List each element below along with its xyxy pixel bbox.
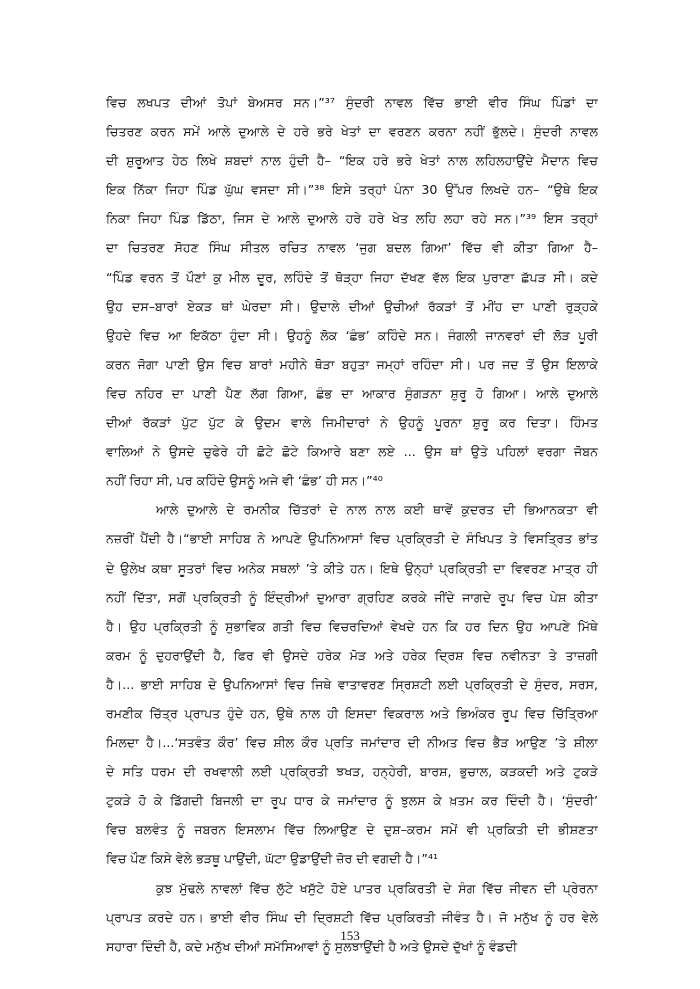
- text-line: ਕੁਝ ਮੁੱਢਲੇ ਨਾਵਲਾਂ ਵਿੱਚ ਲੁੱਟੇ ਖਸੁੱਟੇ ਹੋਏ ਪਾਤਰ ਪ੍ਰਕਿਰਤੀ ਦੇ ਸੰਗ ਵਿੱਚ ਜੀਵਨ ਦੀ ਪ੍ਰੇਰਨਾ: [156, 880, 598, 896]
- text-line: ਨਹੀਂ ਦਿੱਤਾ, ਸਗੋਂ ਪ੍ਰਕ੍ਰਿਤੀ ਨੂੰ ਇੰਦ੍ਰੀਆਂ ਦੁਆਰਾ ਗ੍ਰਹਿਣ ਕਰਕੇ ਜੀਂਦੇ ਜਾਗਦੇ ਰੂਪ ਵਿਚ ਪੇਸ਼ ਕੀਤਾ: [106, 589, 598, 605]
- text-line: ਮਿਲਦਾ ਹੈ।...‘ਸਤਵੰਤ ਕੌਰ’ ਵਿਚ ਸ਼ੀਲ ਕੌਰ ਪ੍ਰਤਿ ਜਮਾਂਦਾਰ ਦੀ ਨੀਅਤ ਵਿਚ ਭੈੜ ਆਉਣ ’ਤੇ ਸ਼ੀਲਾ: [106, 735, 598, 751]
- paragraph: [106, 874, 598, 961]
- text-line: ਉਹ ਦਸ–ਬਾਰਾਂ ਏਕੜ ਥਾਂ ਘੇਰਦਾ ਸੀ। ਉਦਾਲੇ ਦੀਆਂ ਉਚੀਆਂ ਰੱਕੜਾਂ ਤੋਂ ਮੀਂਹ ਦਾ ਪਾਣੀ ਰੁੜ੍ਹਕੇ: [106, 298, 598, 314]
- text-line: “ਪਿੰਡ ਵਰਨ ਤੋਂ ਪੌਣਾਂ ਕੁ ਮੀਲ ਦੂਰ, ਲਹਿੰਦੇ ਤੋਂ ਥੋੜ੍ਹਾ ਜਿਹਾ ਦੱਖਣ ਵੱਲ ਇਕ ਪੁਰਾਣਾ ਛੱਪੜ ਸੀ। ਕਦੇ: [106, 269, 598, 285]
- text-line: ਵਿਚ ਪੌਣ ਕਿਸੇ ਵੇਲੇ ਭੜਥੂ ਪਾਉਂਦੀ, ਘੱਟਾ ਉਡਾਉਂਦੀ ਜ਼ੋਰ ਦੀ ਵਗਦੀ ਹੈ।”⁴¹: [106, 851, 439, 867]
- text-line: ਨਹੀਂ ਰਿਹਾ ਸੀ, ਪਰ ਕਹਿੰਦੇ ਉਸਨੂੰ ਅਜੇ ਵੀ ‘ਛੰਭ’ ਹੀ ਸਨ।”⁴⁰: [106, 473, 383, 489]
- text-line: ਕਰਨ ਜੋਗਾ ਪਾਣੀ ਉਸ ਵਿਚ ਬਾਰਾਂ ਮਹੀਨੇ ਥੋੜਾ ਬਹੁਤਾ ਜਮ੍ਹਾਂ ਰਹਿੰਦਾ ਸੀ। ਪਰ ਜਦ ਤੋਂ ਉਸ ਇਲਾਕੇ: [106, 356, 598, 372]
- text-line: ਦੀ ਸ਼ੁਰੂਆਤ ਹੇਠ ਲਿਖੇ ਸ਼ਬਦਾਂ ਨਾਲ ਹੁੰਦੀ ਹੈ– “ਇਕ ਹਰੇ ਭਰੇ ਖੇਤਾਂ ਨਾਲ ਲਹਿਲਹਾਉਂਦੇ ਮੈਦਾਨ ਵਿਚ: [106, 153, 598, 169]
- page-number: 153: [340, 928, 360, 943]
- text-line: ਨਿਕਾ ਜਿਹਾ ਪਿੰਡ ਡਿੱਠਾ, ਜਿਸ ਦੇ ਆਲੇ ਦੁਆਲੇ ਹਰੇ ਹਰੇ ਖੇਤ ਲਹਿ ਲਹਾ ਰਹੇ ਸਨ।”³⁹ ਇਸ ਤਰ੍ਹਾਂ: [106, 211, 598, 227]
- paragraph: [106, 495, 598, 873]
- text-line: ਦੇ ਸਤਿ ਧਰਮ ਦੀ ਰਖਵਾਲੀ ਲਈ ਪ੍ਰਕ੍ਰਿਤੀ ਝਖੜ, ਹਨ੍ਹੇਰੀ, ਬਾਰਸ਼, ਭੁਚਾਲ, ਕੜਕਦੀ ਅਤੇ ਟੁਕੜੇ: [106, 764, 598, 780]
- text-line: ਵਿਚ ਨਹਿਰ ਦਾ ਪਾਣੀ ਪੈਣ ਲੱਗ ਗਿਆ, ਛੰਭ ਦਾ ਆਕਾਰ ਸੁੰਗੜਨਾ ਸ਼ੁਰੂ ਹੋ ਗਿਆ। ਆਲੇ ਦੁਆਲੇ: [106, 385, 598, 401]
- text-line: ਆਲੇ ਦੁਆਲੇ ਦੇ ਰਮਨੀਕ ਚਿੱਤਰਾਂ ਦੇ ਨਾਲ ਨਾਲ ਕਈ ਥਾਵੇਂ ਕੁਦਰਤ ਦੀ ਭਿਆਨਕਤਾ ਵੀ: [156, 502, 598, 518]
- text-line: ਵਾਲਿਆਂ ਨੇ ਉਸਦੇ ਚੁਫੇਰੇ ਹੀ ਛੋਟੇ ਛੋਟੇ ਕਿਆਰੇ ਬਣਾ ਲਏ ... ਉਸ ਥਾਂ ਉਤੇ ਪਹਿਲਾਂ ਵਰਗਾ ਜੋਬਨ: [106, 444, 598, 460]
- text-line: ਹੈ।... ਭਾਈ ਸਾਹਿਬ ਦੇ ਉਪਨਿਆਸਾਂ ਵਿਚ ਜਿਥੇ ਵਾਤਾਵਰਣ ਸ੍ਰਿਸ਼ਟੀ ਲਈ ਪ੍ਰਕ੍ਰਿਤੀ ਦੇ ਸੁੰਦਰ, ਸਰਸ,: [106, 676, 598, 692]
- text-line: ਹੈ। ਉਹ ਪ੍ਰਕ੍ਰਿਤੀ ਨੂੰ ਸੁਭਾਵਿਕ ਗਤੀ ਵਿਚ ਵਿਚਰਦਿਆਂ ਵੇਖਦੇ ਹਨ ਕਿ ਹਰ ਦਿਨ ਉਹ ਆਪਣੇ ਮਿੱਥੇ: [106, 618, 598, 634]
- text-line: ਰਮਣੀਕ ਚਿੱਤ੍ਰ ਪ੍ਰਾਪਤ ਹੁੰਦੇ ਹਨ, ਉਥੇ ਨਾਲ ਹੀ ਇਸਦਾ ਵਿਕਰਾਲ ਅਤੇ ਭਿਅੰਕਰ ਰੂਪ ਵਿਚ ਚਿੱਤ੍ਰਿਆ: [106, 705, 598, 721]
- body-text: [106, 88, 598, 961]
- text-line: ਦਾ ਚਿਤਰਣ ਸੋਹਣ ਸਿੰਘ ਸੀਤਲ ਰਚਿਤ ਨਾਵਲ ‘ਜੁਗ ਬਦਲ ਗਿਆ’ ਵਿੱਚ ਵੀ ਕੀਤਾ ਗਿਆ ਹੈ–: [106, 240, 598, 256]
- text-line: ਟੁਕੜੇ ਹੋ ਕੇ ਡਿੱਗਦੀ ਬਿਜਲੀ ਦਾ ਰੂਪ ਧਾਰ ਕੇ ਜਮਾਂਦਾਰ ਨੂੰ ਝੁਲਸ ਕੇ ਖ਼ਤਮ ਕਰ ਦਿੰਦੀ ਹੈ। ‘ਸੁੰਦਰੀ’: [106, 793, 598, 809]
- text-line: ਦੀਆਂ ਰੱਕੜਾਂ ਪੁੱਟ ਪੁੱਟ ਕੇ ਉਦਮ ਵਾਲੇ ਜਿਮੀਦਾਰਾਂ ਨੇ ਉਹਨੂੰ ਪੂਰਨਾ ਸ਼ੁਰੂ ਕਰ ਦਿਤਾ। ਹਿੰਮਤ: [106, 415, 598, 431]
- text-line: ਚਿਤਰਣ ਕਰਨ ਸਮੇਂ ਆਲੇ ਦੁਆਲੇ ਦੇ ਹਰੇ ਭਰੇ ਖੇਤਾਂ ਦਾ ਵਰਣਨ ਕਰਨਾ ਨਹੀਂ ਭੁੱਲਦੇ। ਸੁੰਦਰੀ ਨਾਵਲ: [106, 124, 598, 140]
- text-line: ਉਹਦੇ ਵਿਚ ਆ ਇਕੱਠਾ ਹੁੰਦਾ ਸੀ। ਉਹਨੂੰ ਲੋਕ ‘ਛੰਭ’ ਕਹਿੰਦੇ ਸਨ। ਜੰਗਲੀ ਜਾਨਵਰਾਂ ਦੀ ਲੋੜ ਪੂਰੀ: [106, 327, 598, 343]
- text-line: ਦੇ ਉਲੇਖ ਕਥਾ ਸੂਤਰਾਂ ਵਿਚ ਅਨੇਕ ਸਥਲਾਂ ’ਤੇ ਕੀਤੇ ਹਨ। ਇਥੇ ਉਨ੍ਹਾਂ ਪ੍ਰਕ੍ਰਿਤੀ ਦਾ ਵਿਵਰਣ ਮਾਤ੍ਰ ਹੀ: [106, 560, 598, 576]
- text-line: ਵਿਚ ਬਲਵੰਤ ਨੂੰ ਜਬਰਨ ਇਸਲਾਮ ਵਿੱਚ ਲਿਆਉਣ ਦੇ ਦੁਸ਼–ਕਰਮ ਸਮੇਂ ਵੀ ਪ੍ਰਕਿਤੀ ਦੀ ਭੀਸ਼ਣਤਾ: [106, 822, 598, 838]
- paragraph: [106, 88, 598, 495]
- text-line: ਸਹਾਰਾ ਦਿੰਦੀ ਹੈ, ਕਦੇ ਮਨੁੱਖ ਦੀਆਂ ਸਮੱਸਿਆਵਾਂ ਨੂੰ ਸੁਲਝਾਉਂਦੀ ਹੈ ਅਤੇ ਉਸਦੇ ਦੁੱਖਾਂ ਨੂੰ ਵੰਡਦੀ: [106, 938, 518, 954]
- text-line: ਨਜ਼ਰੀਂ ਪੈਂਦੀ ਹੈ।“ਭਾਈ ਸਾਹਿਬ ਨੇ ਆਪਣੇ ਉਪਨਿਆਸਾਂ ਵਿਚ ਪ੍ਰਕ੍ਰਿਤੀ ਦੇ ਸੰਖਿਪਤ ਤੇ ਵਿਸਤ੍ਰਿਤ ਭਾਂਤ: [106, 531, 598, 547]
- text-line: ਕਰਮ ਨੂੰ ਦੁਹਰਾਉਂਦੀ ਹੈ, ਫਿਰ ਵੀ ਉਸਦੇ ਹਰੇਕ ਮੋੜ ਅਤੇ ਹਰੇਕ ਦ੍ਰਿਸ਼ ਵਿਚ ਨਵੀਨਤਾ ਤੇ ਤਾਜ਼ਗੀ: [106, 647, 598, 663]
- text-line: ਵਿਚ ਲਖਪਤ ਦੀਆਂ ਤੋਪਾਂ ਬੇਅਸਰ ਸਨ।”³⁷ ਸੁੰਦਰੀ ਨਾਵਲ ਵਿੱਚ ਭਾਈ ਵੀਰ ਸਿੰਘ ਪਿੰਡਾਂ ਦਾ: [106, 95, 598, 110]
- text-line: ਇਕ ਨਿੱਕਾ ਜਿਹਾ ਪਿੰਡ ਘੁੱਘ ਵਸਦਾ ਸੀ।”³⁸ ਇਸੇ ਤਰ੍ਹਾਂ ਪੰਨਾ 30 ਉੱਪਰ ਲਿਖਦੇ ਹਨ– “ਉਥੇ ਇਕ: [106, 182, 598, 198]
- text-line: ਪ੍ਰਾਪਤ ਕਰਦੇ ਹਨ। ਭਾਈ ਵੀਰ ਸਿੰਘ ਦੀ ਦ੍ਰਿਸ਼ਟੀ ਵਿੱਚ ਪ੍ਰਕਿਰਤੀ ਜੀਵੰਤ ਹੈ। ਜੋ ਮਨੁੱਖ ਨੂੰ ਹਰ ਵੇਲੇ: [106, 909, 598, 925]
